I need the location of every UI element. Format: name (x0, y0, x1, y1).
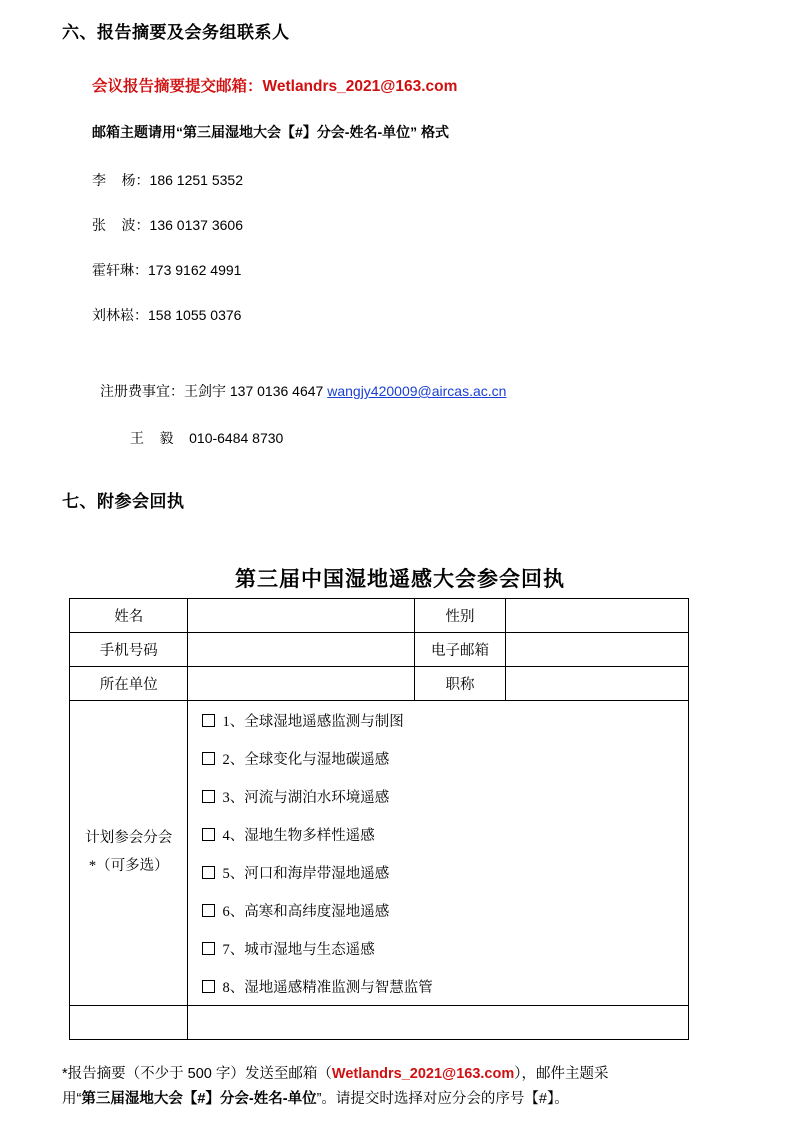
branch-option-label: 3、河流与湖泊水环境遥感 (222, 789, 390, 806)
email-subject-format-line: 邮箱主题请用“第三届湿地大会【#】分会-姓名-单位” 格式 (92, 124, 449, 140)
field-input-gender[interactable] (505, 599, 688, 633)
branch-option-2[interactable] (188, 739, 688, 777)
branch-option-3[interactable] (188, 777, 688, 815)
blank-cell-label (70, 1006, 188, 1040)
branch-options-cell (188, 701, 689, 1006)
branch-option-1[interactable] (188, 701, 688, 739)
footnote-email: Wetlandrs_2021@163.com (331, 1066, 515, 1082)
checkbox-icon[interactable] (202, 714, 215, 727)
branch-option-label: 2、全球变化与湿地碳遥感 (222, 751, 390, 768)
section-6-heading: 六、报告摘要及会务组联系人 (62, 23, 290, 42)
checkbox-icon[interactable] (202, 980, 215, 993)
footnote-part-3: 用“ (62, 1091, 82, 1108)
branch-label-line-2: *（可多选） (88, 858, 169, 874)
branch-option-4[interactable] (188, 815, 688, 853)
field-input-email[interactable] (505, 633, 688, 667)
field-label-branch-sessions (70, 701, 188, 1006)
checkbox-icon[interactable] (202, 942, 215, 955)
checkbox-icon[interactable] (202, 790, 215, 803)
registration-fee-contact (100, 381, 506, 401)
contact-person-4: 刘林崧：158 1055 0376 (92, 307, 242, 323)
table-row-blank (70, 1006, 689, 1040)
table-row (70, 667, 689, 701)
receipt-form-title: 第三届中国湿地遥感大会参会回执 (235, 568, 565, 591)
table-row (70, 599, 689, 633)
branch-option-label: 5、河口和海岸带湿地遥感 (222, 865, 390, 882)
table-row-branches (70, 701, 689, 1006)
field-label-gender: 性别 (415, 599, 506, 633)
section-7-heading: 七、附参会回执 (62, 492, 185, 511)
branch-option-6[interactable] (188, 891, 688, 929)
registration-fee-contact-2: 王 毅 010-6484 8730 (130, 430, 284, 446)
footnote-subject-format: 第三届湿地大会【#】分会-姓名-单位 (81, 1091, 317, 1108)
blank-cell-value[interactable] (188, 1006, 689, 1040)
registration-fee-label: 注册费事宜：王剑宇 137 0136 4647 (100, 383, 328, 399)
abstract-submission-email-line: 会议报告摘要提交邮箱：Wetlandrs_2021@163.com (92, 78, 458, 95)
branch-option-label: 6、高寒和高纬度湿地遥感 (222, 903, 390, 920)
field-label-phone: 手机号码 (70, 633, 188, 667)
checkbox-icon[interactable] (202, 866, 215, 879)
checkbox-icon[interactable] (202, 752, 215, 765)
contact-person-2: 张 波：136 0137 3606 (92, 217, 243, 233)
branch-label-line-1: 计划参会分会 (85, 830, 173, 847)
branch-option-label: 4、湿地生物多样性遥感 (222, 827, 375, 844)
participation-receipt-table (69, 598, 689, 1040)
branch-option-8[interactable] (188, 967, 688, 1005)
footnote (62, 1062, 752, 1113)
field-label-email: 电子邮箱 (415, 633, 506, 667)
branch-option-label: 8、湿地遥感精准监测与智慧监管 (222, 979, 433, 996)
footnote-part-2: ），邮件主题采 (514, 1066, 609, 1082)
table-row (70, 633, 689, 667)
footnote-part-1: *报告摘要（不少于 500 字）发送至邮箱（ (62, 1066, 332, 1082)
registration-fee-email-link[interactable]: wangjy420009@aircas.ac.cn (327, 383, 507, 399)
field-input-title[interactable] (505, 667, 688, 701)
branch-option-7[interactable] (188, 929, 688, 967)
field-label-title: 职称 (415, 667, 506, 701)
contact-person-3: 霍轩琳：173 9162 4991 (92, 262, 242, 278)
checkbox-icon[interactable] (202, 904, 215, 917)
field-label-name: 姓名 (70, 599, 188, 633)
checkbox-icon[interactable] (202, 828, 215, 841)
footnote-part-4: ”。请提交时选择对应分会的序号【#】。 (316, 1091, 569, 1108)
field-label-organization: 所在单位 (70, 667, 188, 701)
contact-person-1: 李 杨：186 1251 5352 (92, 172, 243, 188)
field-input-phone[interactable] (188, 633, 415, 667)
branch-option-5[interactable] (188, 853, 688, 891)
field-input-name[interactable] (188, 599, 415, 633)
branch-option-label: 1、全球湿地遥感监测与制图 (222, 713, 404, 730)
field-input-organization[interactable] (188, 667, 415, 701)
branch-option-label: 7、城市湿地与生态遥感 (222, 941, 375, 958)
